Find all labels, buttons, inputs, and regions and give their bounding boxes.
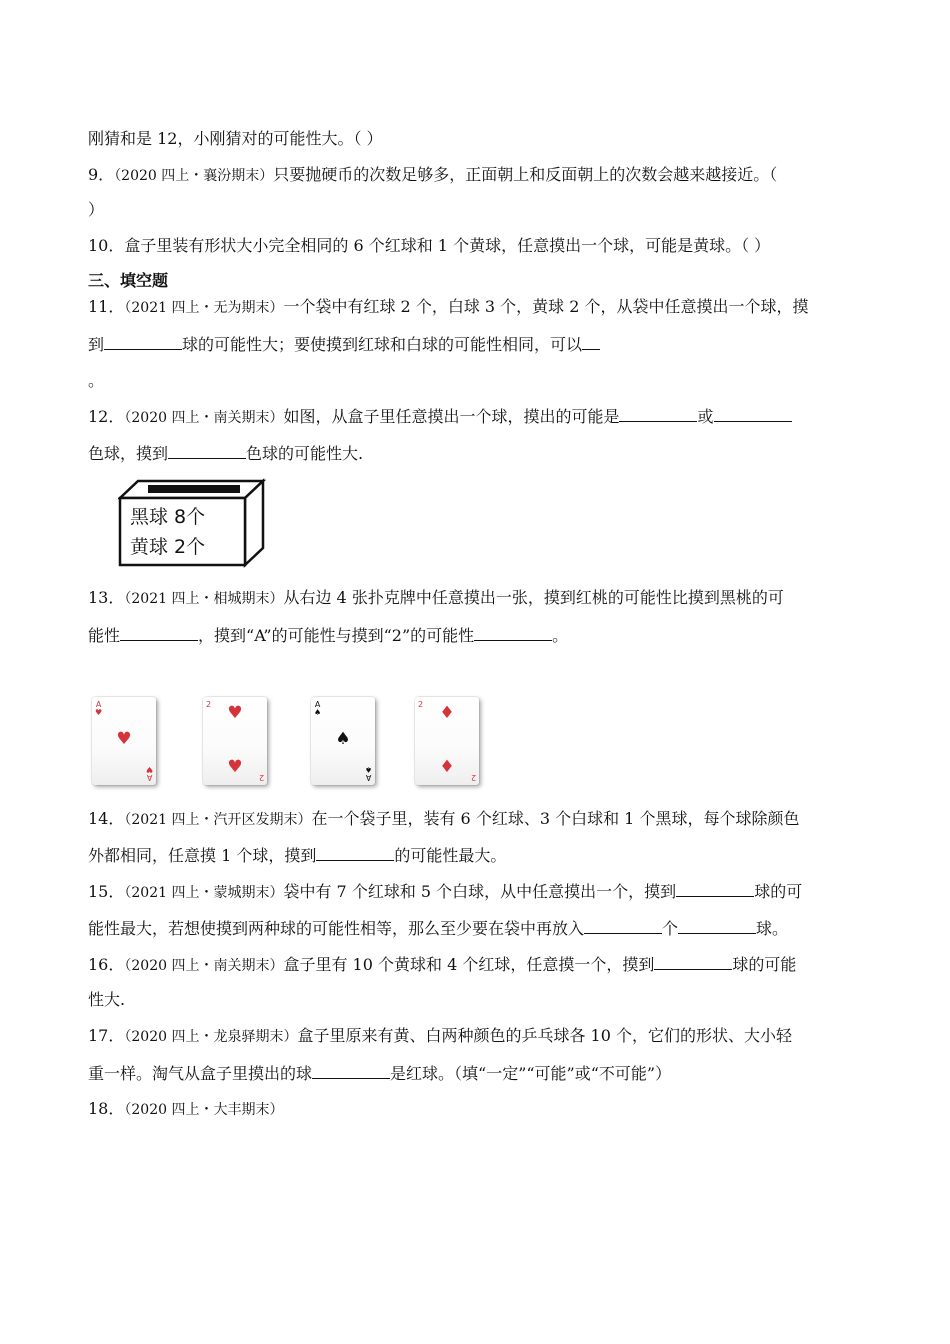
q18-line1: 18．（2020 四上・大丰期末） (88, 1099, 284, 1118)
q13-line2: 能性 ，摸到“A”的可能性与摸到“2”的可能性 。 (88, 626, 569, 645)
answer-blank[interactable] (168, 442, 246, 459)
q12-line2: 色球，摸到 色球的可能性大. (88, 444, 364, 463)
heart-icon: ♥ (227, 703, 243, 723)
q16-line1: 16．（2020 四上・南关期末）盒子里有 10 个黄球和 4 个红球，任意摸一个，摸到 球的可能 (88, 955, 797, 974)
heart-icon: ♥ (116, 729, 132, 749)
answer-blank[interactable] (676, 880, 754, 897)
q9-line1: 9．（2020 四上・襄汾期末）只要抛硬币的次数足够多，正面朝上和反面朝上的次数会越来越接近。（ (88, 165, 778, 184)
answer-blank[interactable] (312, 1062, 390, 1079)
playing-card-ace-hearts (92, 697, 156, 785)
answer-blank[interactable] (104, 333, 182, 350)
q17-line1: 17．（2020 四上・龙泉驿期末）盒子里原来有黄、白两种颜色的乒乓球各 10 个，它们的形状、大小轻 (88, 1026, 793, 1045)
q8-tail: 刚猜和是 12，小刚猜对的可能性大。（ ） (88, 129, 383, 148)
q14-line2: 外都相同，任意摸 1 个球，摸到 的可能性最大。 (88, 846, 507, 865)
box-label-black-balls: 黑球 8个 (130, 506, 206, 528)
card-corner: A ♥ (95, 700, 103, 717)
card-corner: 2 (206, 700, 212, 709)
answer-blank[interactable] (619, 405, 697, 422)
diamond-icon: ♦ (439, 757, 455, 777)
diamond-icon: ♦ (439, 703, 455, 723)
q11-line2: 到 球的可能性大；要使摸到红球和白球的可能性相同，可以 (88, 333, 600, 356)
card-corner: A ♠ (364, 765, 372, 782)
box-slot (148, 485, 240, 493)
playing-card-two-hearts (203, 697, 267, 785)
card-corner: 2 (258, 773, 264, 782)
q10: 10．盒子里装有形状大小完全相同的 6 个红球和 1 个黄球，任意摸出一个球，可能是黄球。（ ） (88, 236, 771, 255)
answer-blank[interactable] (316, 844, 394, 861)
q11-line1: 11．（2021 四上・无为期末）一个袋中有红球 2 个，白球 3 个，黄球 2 个，从袋中任意摸出一个球，摸 (88, 297, 809, 316)
heart-icon: ♥ (227, 757, 243, 777)
card-corner: 2 (470, 773, 476, 782)
answer-blank[interactable] (714, 405, 792, 422)
card-corner: 2 (418, 700, 424, 709)
card-corner: A ♠ (314, 700, 322, 717)
card-corner: A ♥ (145, 765, 153, 782)
q14-line1: 14．（2021 四上・汽开区发期末）在一个袋子里，装有 6 个红球、3 个白球和 1 个黑球，每个球除颜色 (88, 809, 800, 828)
answer-blank[interactable] (654, 953, 732, 970)
q17-line2: 重一样。淘气从盒子里摸出的球 是红球。（填“一定”“可能”或“不可能”） (88, 1064, 672, 1083)
answer-blank[interactable] (678, 917, 756, 934)
box-label-yellow-balls: 黄球 2个 (130, 536, 206, 558)
q16-line2: 性大. (88, 990, 126, 1009)
spade-icon: ♠ (335, 729, 351, 749)
playing-card-two-diamonds (415, 697, 479, 785)
playing-card-ace-spades (311, 697, 375, 785)
q15-line1: 15．（2021 四上・蒙城期末）袋中有 7 个红球和 5 个白球，从中任意摸出一个，摸到 球的可 (88, 882, 803, 901)
q11-line3: 。 (88, 371, 105, 390)
answer-blank[interactable] (474, 624, 552, 641)
answer-blank[interactable] (582, 333, 600, 350)
section-fill-blank-title: 三、填空题 (88, 271, 169, 290)
q12-line1: 12．（2020 四上・南关期末）如图，从盒子里任意摸出一个球，摸出的可能是 或 (88, 405, 792, 429)
q9-line2: ） (88, 200, 105, 219)
q15-line2: 能性最大，若想使摸到两种球的可能性相等，那么至少要在袋中再放入 个 球。 (88, 919, 789, 938)
answer-blank[interactable] (120, 624, 198, 641)
answer-blank[interactable] (584, 917, 662, 934)
q13-line1: 13．（2021 四上・相城期末）从右边 4 张扑克牌中任意摸出一张，摸到红桃的可能性比摸到黑桃的可 (88, 588, 784, 607)
